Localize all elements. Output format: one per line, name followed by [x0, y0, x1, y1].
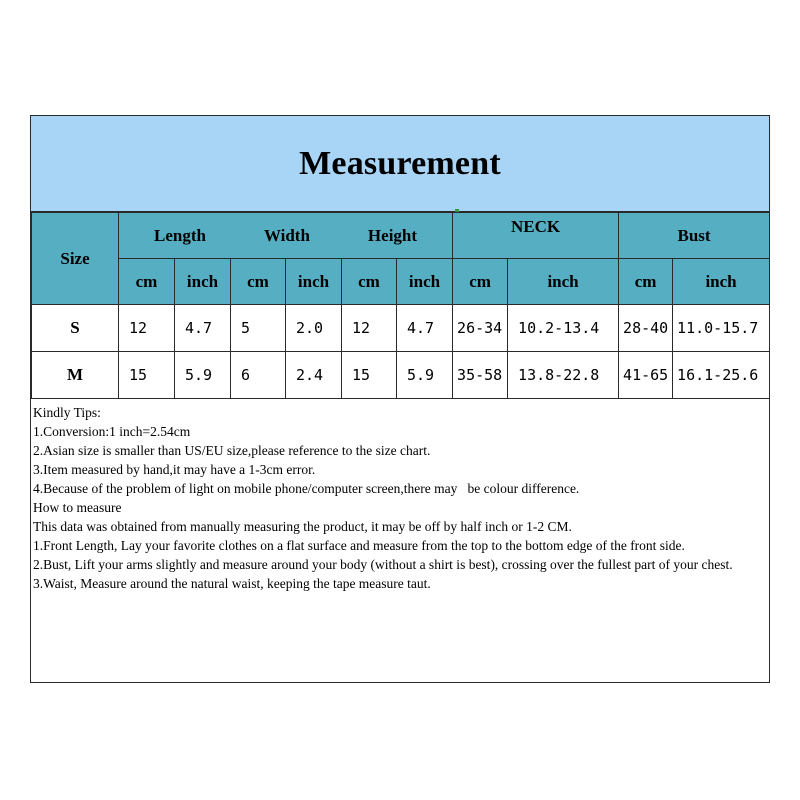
table-cell: 12 — [342, 305, 397, 352]
dimension-group-header — [119, 213, 453, 259]
unit-header: inch — [508, 259, 619, 305]
unit-header: cm — [231, 259, 286, 305]
table-cell: 4.7 — [175, 305, 231, 352]
tip-line: 3.Item measured by hand,it may have a 1-3cm error. — [33, 462, 316, 477]
table-cell: 26-34 — [453, 305, 508, 352]
tip-line: 1.Front Length, Lay your favorite clothes on a flat surface and measure from the top to the bottom edge of the front side. — [33, 538, 685, 553]
unit-header: inch — [286, 259, 342, 305]
table-cell: 5.9 — [397, 352, 453, 399]
tip-line: This data was obtained from manually measuring the product, it may be off by half inch or 1-2 CM. — [33, 519, 572, 534]
how-to-measure-heading: How to measure — [33, 500, 122, 515]
tip-line: 4.Because of the problem of light on mobile phone/computer screen,there may be colour difference. — [33, 481, 580, 496]
size-label: S — [32, 305, 119, 352]
table-row — [32, 352, 770, 399]
table-cell: 15 — [119, 352, 175, 399]
title-band — [31, 116, 769, 212]
height-header: Height — [367, 225, 418, 245]
tips-block — [33, 403, 767, 593]
table-cell: 41-65 — [619, 352, 673, 399]
table-cell: 16.1-25.6 — [673, 352, 770, 399]
table-cell: 15 — [342, 352, 397, 399]
unit-header: cm — [342, 259, 397, 305]
table-row — [32, 305, 770, 352]
unit-header: cm — [119, 259, 175, 305]
tip-line: 2.Bust, Lift your arms slightly and measure around your body (without a shirt is best), crossing over the fullest part of your chest. — [33, 557, 733, 572]
table-cell: 5.9 — [175, 352, 231, 399]
tip-line: 1.Conversion:1 inch=2.54cm — [33, 424, 191, 439]
size-column-header: Size — [32, 213, 119, 305]
tip-line: 3.Waist, Measure around the natural waist, keeping the tape measure taut. — [33, 576, 431, 591]
table-cell: 13.8-22.8 — [508, 352, 619, 399]
unit-header: inch — [673, 259, 770, 305]
size-table — [31, 212, 770, 399]
unit-header: inch — [175, 259, 231, 305]
table-cell: 11.0-15.7 — [673, 305, 770, 352]
table-cell: 12 — [119, 305, 175, 352]
width-header: Width — [263, 225, 310, 245]
unit-header: cm — [453, 259, 508, 305]
table-cell: 5 — [231, 305, 286, 352]
bust-header: Bust — [619, 213, 770, 259]
table-cell: 35-58 — [453, 352, 508, 399]
length-header: Length — [153, 225, 206, 245]
size-label: M — [32, 352, 119, 399]
tip-line: 2.Asian size is smaller than US/EU size,please reference to the size chart. — [33, 443, 431, 458]
table-cell: 4.7 — [397, 305, 453, 352]
table-cell: 2.0 — [286, 305, 342, 352]
table-cell: 10.2-13.4 — [508, 305, 619, 352]
neck-header: NECK — [453, 213, 619, 259]
tips-heading: Kindly Tips: — [33, 405, 101, 420]
size-chart — [30, 115, 770, 683]
table-cell: 6 — [231, 352, 286, 399]
table-cell: 2.4 — [286, 352, 342, 399]
unit-header: inch — [397, 259, 453, 305]
table-cell: 28-40 — [619, 305, 673, 352]
page-title: Measurement — [299, 144, 501, 182]
unit-header: cm — [619, 259, 673, 305]
